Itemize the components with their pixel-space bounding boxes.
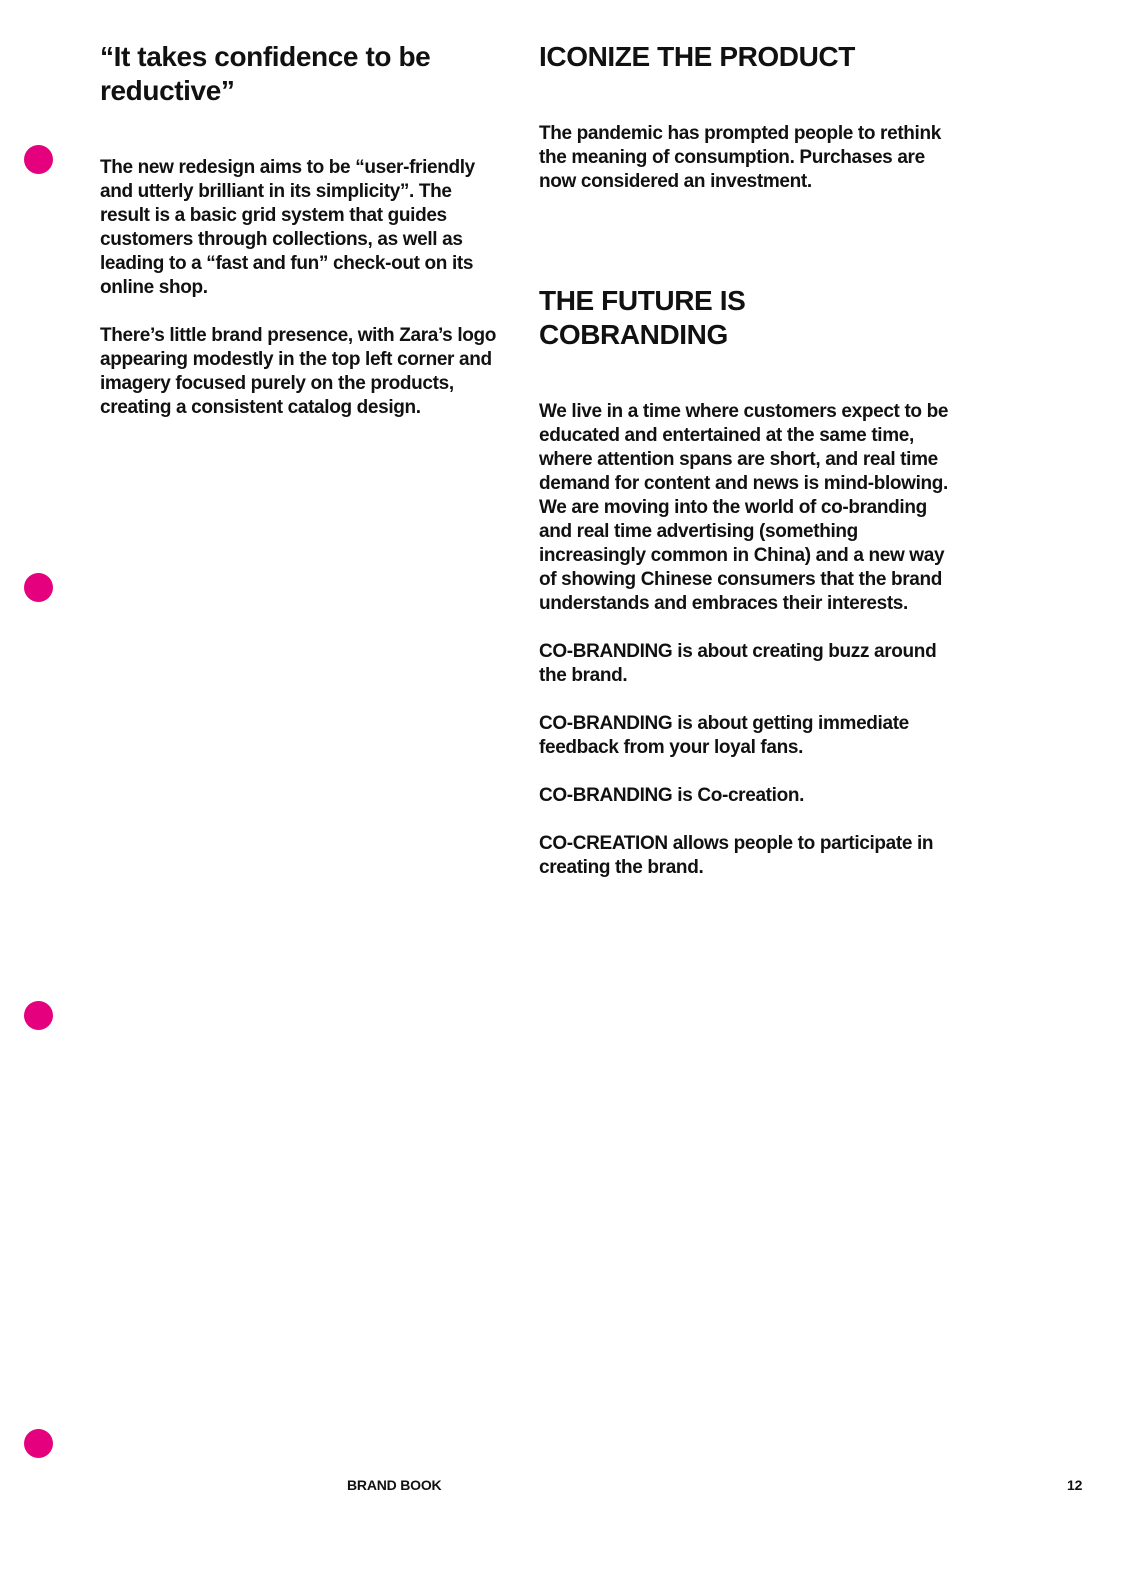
right-column	[539, 40, 949, 880]
body-paragraph: The pandemic has prompted people to rethink the meaning of consumption. Purchases are now considered an investment.	[539, 123, 941, 192]
body-paragraph: CO-BRANDING is about creating buzz around the brand.	[539, 641, 937, 686]
left-column	[100, 40, 500, 420]
body-paragraph: CO-CREATION allows people to participate in creating the brand.	[539, 833, 934, 878]
body-paragraph: We live in a time where customers expect to be educated and entertained at the same time, where attention spans are short, and real time demand for content and news is mind-blowing. We are moving into the world of co-branding and real time advertising (something increasingly common in China) and a new way of showing Chinese consumers that the brand understands and embraces their interests.	[539, 401, 949, 614]
page-number: 12	[1067, 1477, 1083, 1493]
binder-hole-dot	[24, 1429, 53, 1458]
footer-title: BRAND BOOK	[347, 1477, 442, 1493]
body-paragraph: CO-BRANDING is about getting immediate feedback from your loyal fans.	[539, 713, 909, 758]
section-heading-iconize: ICONIZE THE PRODUCT	[539, 41, 855, 72]
binder-hole-dot	[24, 145, 53, 174]
body-paragraph: CO-BRANDING is Co-creation.	[539, 785, 805, 806]
quote-heading: “It takes confidence to be reductive”	[100, 41, 431, 106]
body-paragraph: The new redesign aims to be “user-friendly and utterly brilliant in its simplicity”. The result is a basic grid system that guides customers through collections, as well as leading to a “fast and fun” check-out on its online shop.	[100, 157, 475, 298]
section-heading-cobranding: THE FUTURE IS COBRANDING	[539, 285, 746, 350]
body-paragraph: There’s little brand presence, with Zara’s logo appearing modestly in the top left corner and imagery focused purely on the products, creating a consistent catalog design.	[100, 325, 497, 418]
binder-hole-dot	[24, 573, 53, 602]
binder-hole-dot	[24, 1001, 53, 1030]
